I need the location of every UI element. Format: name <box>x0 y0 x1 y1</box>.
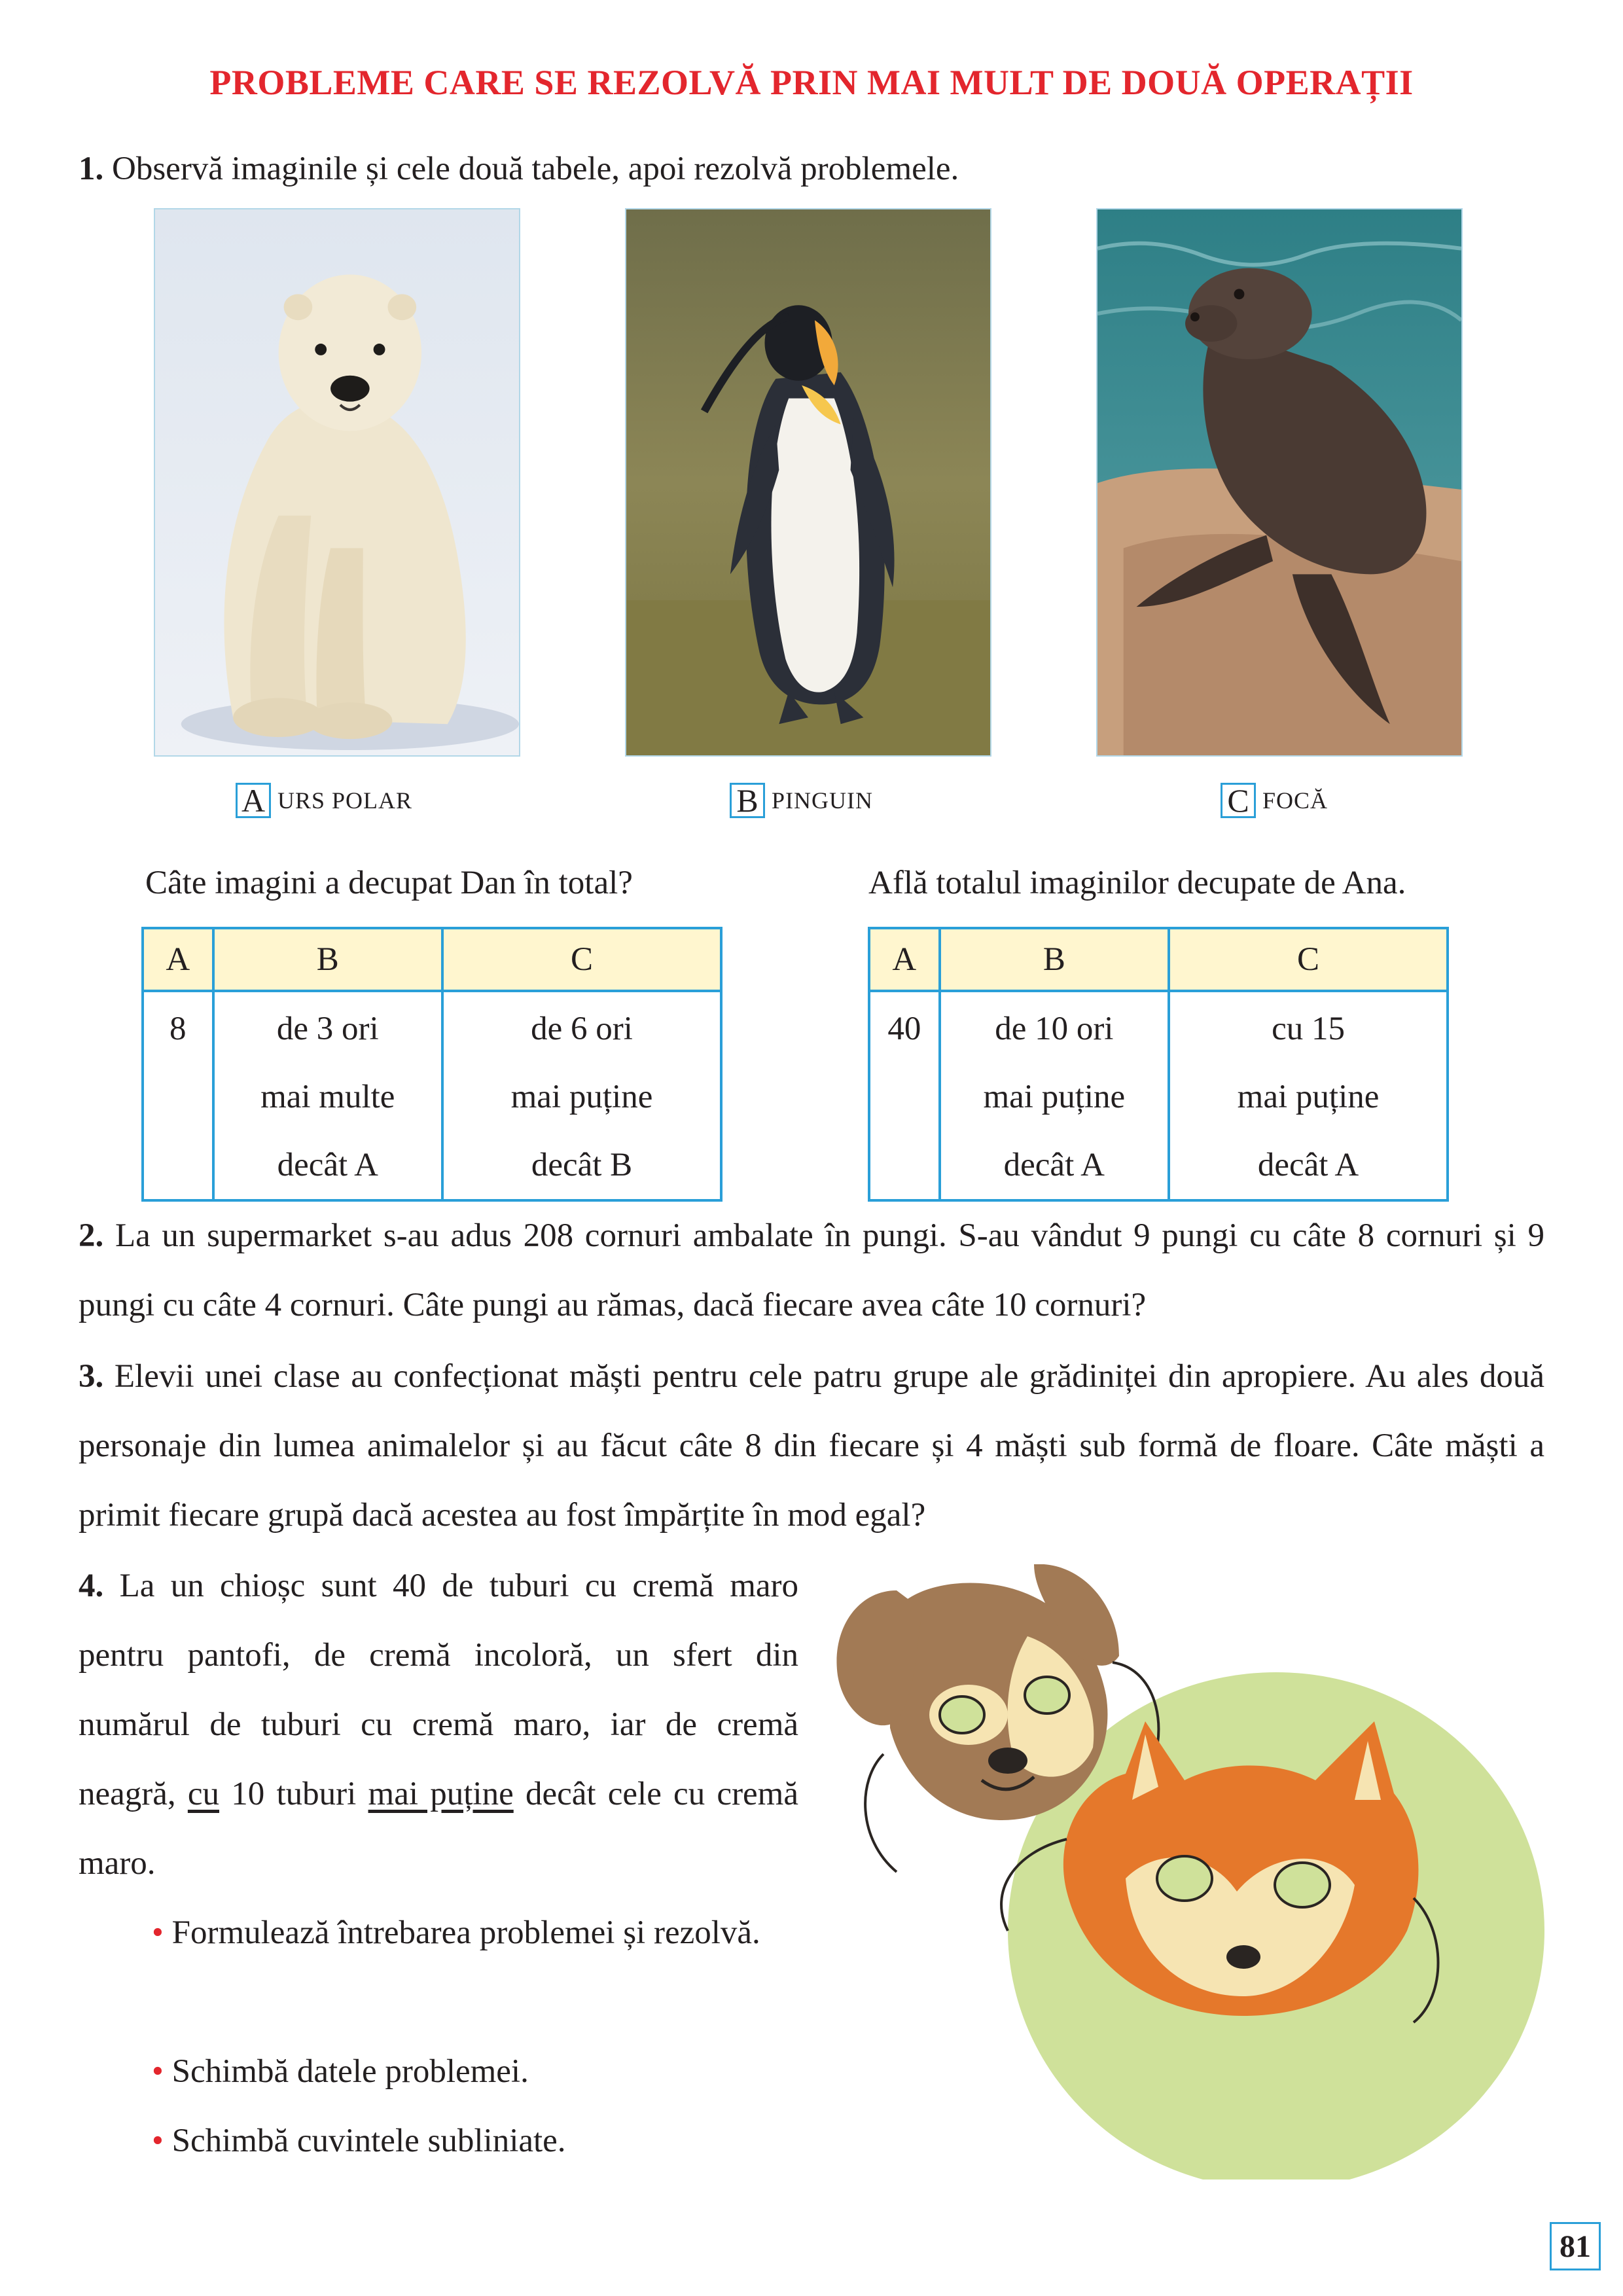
cell-line: mai puține <box>510 1079 653 1115</box>
problem-text: La un supermarket s-au adus 208 cornuri ambalate în pungi. S-au vândut 9 pungi cu câte 8 cornuri și 9 pungi cu câte 4 cornuri. Câte pungi au rămas, dacă fiecare avea câte 10 cornuri? <box>79 1217 1544 1323</box>
underlined-word-2: mai puține <box>368 1776 514 1812</box>
problem-text: Elevii unei clase au confecționat măști pentru cele patru grupe ale grădiniței din apropiere. Au ales două personaje din lumea animalelor și au făcut câte 8 din fiecare și 4 măști sub formă de floare. Câte măști a primit fiecare grupă dacă acestea au fost împărțite în mod egal? <box>79 1358 1544 1534</box>
cell-line: mai puține <box>983 1079 1126 1115</box>
cell-line: decât A <box>277 1147 378 1183</box>
cell-line: decât B <box>531 1147 633 1183</box>
cell-line: de 3 ori <box>276 1011 379 1047</box>
table1-question: Câte imagini a decupat Dan în total? <box>145 865 633 901</box>
problem-number: 4. <box>79 1568 104 1604</box>
seal-image <box>1096 208 1463 757</box>
table-cell-a: 40 <box>869 991 940 1200</box>
bullet-icon: • <box>152 2053 164 2090</box>
table-header: B <box>940 928 1169 991</box>
problem-1-statement <box>79 134 959 204</box>
label-text-a: URS POLAR <box>277 787 413 814</box>
table-ana <box>868 927 1449 1202</box>
table-header: B <box>213 928 442 991</box>
underlined-word-1: cu <box>187 1776 220 1812</box>
page-title: PROBLEME CARE SE REZOLVĂ PRIN MAI MULT DE DOUĂ OPERAȚII <box>209 63 1414 102</box>
page-number: 81 <box>1550 2222 1601 2270</box>
bullet-icon: • <box>152 2123 164 2159</box>
task-text: Schimbă datele problemei. <box>171 2053 529 2090</box>
problem-number: 1. <box>79 151 104 187</box>
problem-number: 3. <box>79 1358 104 1395</box>
table2-question: Află totalul imaginilor decupate de Ana. <box>868 865 1406 901</box>
problem-3 <box>79 1342 1544 1550</box>
table-cell-b <box>213 991 442 1200</box>
letter-box-a: A <box>236 783 271 818</box>
table-header: C <box>442 928 721 991</box>
label-b <box>730 783 873 818</box>
problem-text: 10 tuburi <box>219 1776 368 1812</box>
task-2 <box>152 2037 529 2106</box>
problem-4 <box>79 1551 798 1898</box>
cell-line: cu 15 <box>1272 1011 1345 1047</box>
table-cell-a: 8 <box>143 991 213 1200</box>
label-text-b: PINGUIN <box>772 787 873 814</box>
polar-bear-image <box>154 208 520 757</box>
problem-2 <box>79 1201 1544 1340</box>
problem-text: decât cele cu cremă maro. <box>79 1776 798 1882</box>
table-cell-c <box>442 991 721 1200</box>
table-dan <box>141 927 722 1202</box>
cell-line: decât A <box>1003 1147 1105 1183</box>
label-a <box>236 783 412 818</box>
cell-line: decât A <box>1257 1147 1359 1183</box>
table-cell-c <box>1169 991 1448 1200</box>
cell-line: mai puține <box>1237 1079 1380 1115</box>
label-text-c: FOCĂ <box>1262 787 1329 814</box>
table-header: A <box>143 928 213 991</box>
label-c <box>1221 783 1328 818</box>
problem-text: Observă imaginile și cele două tabele, apoi rezolvă problemele. <box>112 151 959 187</box>
penguin-image <box>625 208 991 757</box>
task-3 <box>152 2106 566 2176</box>
table-header: C <box>1169 928 1448 991</box>
problem-number: 2. <box>79 1217 104 1254</box>
animal-masks-illustration <box>818 1564 1584 2179</box>
cell-line: de 10 ori <box>995 1011 1114 1047</box>
table-cell-b <box>940 991 1169 1200</box>
cell-line: de 6 ori <box>531 1011 633 1047</box>
letter-box-b: B <box>730 783 765 818</box>
task-text: Formulează întrebarea problemei și rezolvă. <box>171 1914 760 1951</box>
problem-text: La un chioșc sunt 40 de tuburi cu cremă maro pentru pantofi, de cremă incoloră, un sfert din numărul de tuburi cu cremă maro, iar de cremă neagră, <box>79 1568 799 1812</box>
task-1 <box>79 1898 798 1967</box>
task-text: Schimbă cuvintele subliniate. <box>171 2123 566 2159</box>
cell-line: mai multe <box>260 1079 395 1115</box>
table-header: A <box>869 928 940 991</box>
letter-box-c: C <box>1221 783 1256 818</box>
bullet-icon: • <box>152 1914 164 1951</box>
